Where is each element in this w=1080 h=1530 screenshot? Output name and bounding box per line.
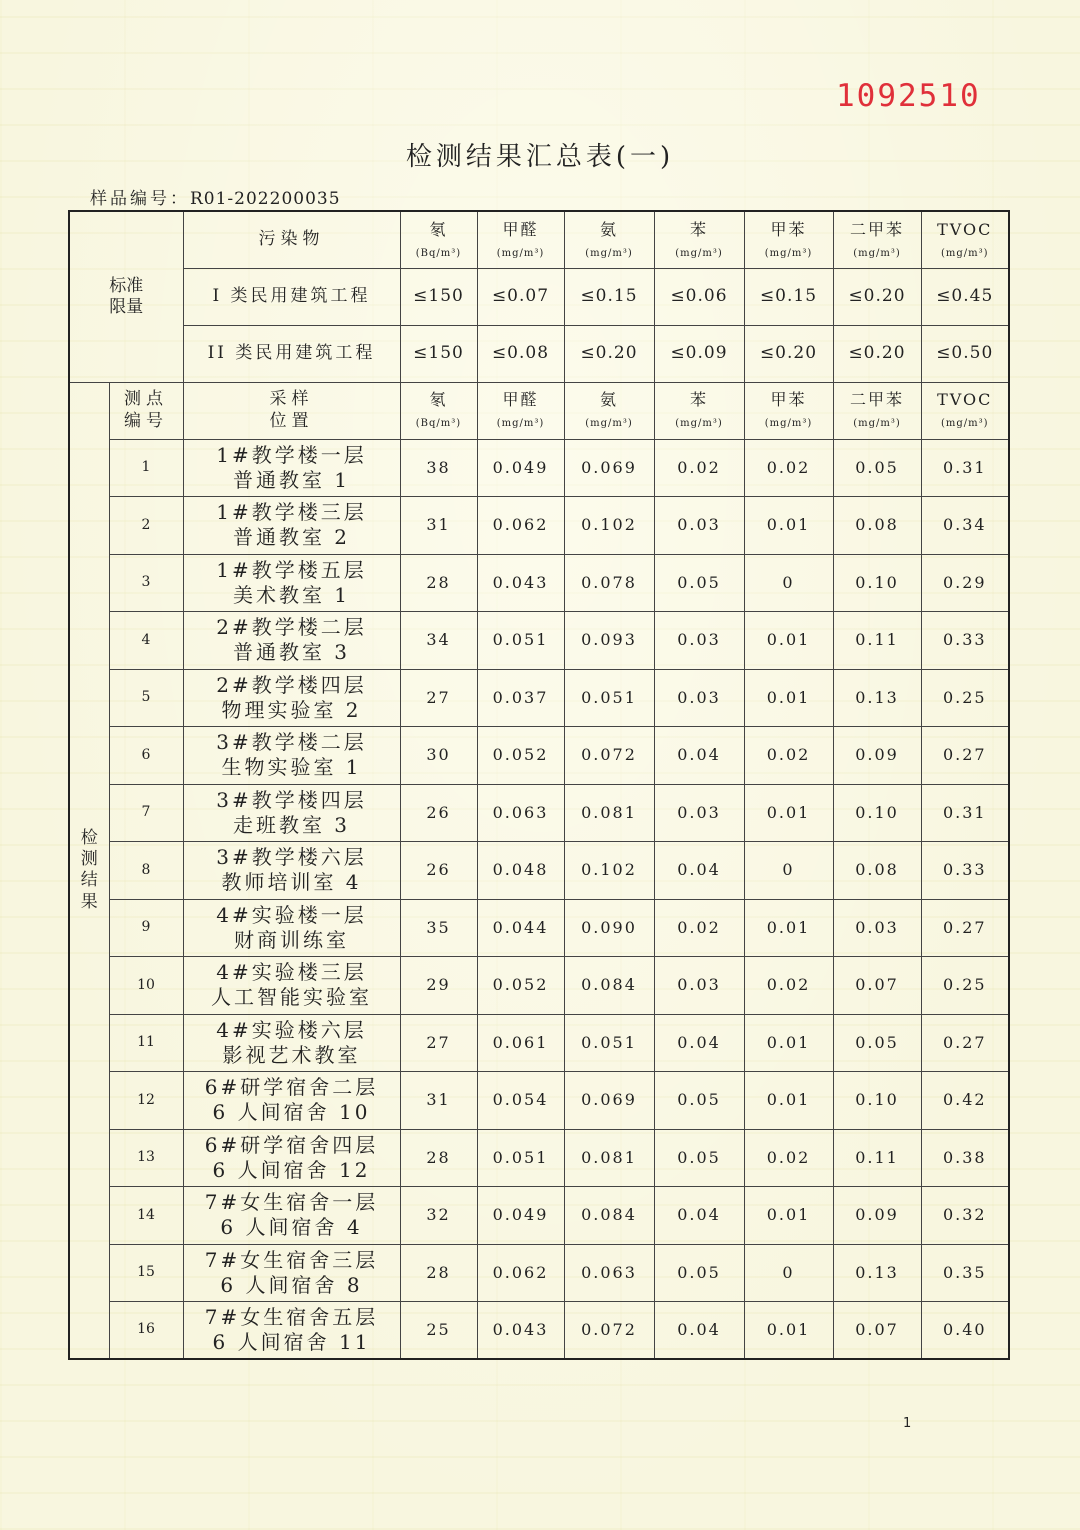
- location-line-2: 普通教室 2: [232, 525, 351, 550]
- location-line-2: 美术教室 1: [232, 582, 351, 607]
- location-line-1: 7#女生宿舍三层: [204, 1247, 379, 1272]
- limit-value: ≤0.09: [654, 325, 744, 382]
- class-name: II 类民用建筑工程: [183, 325, 400, 382]
- table-row: [69, 899, 1009, 957]
- sampling-location: [183, 1014, 400, 1072]
- location-line-1: 1#教学楼五层: [216, 557, 367, 582]
- limit-value: ≤0.20: [833, 325, 921, 382]
- measured-value: 0.33: [921, 842, 1009, 900]
- pollutant-unit: (mg/m³): [764, 247, 813, 259]
- measured-value: 0.063: [477, 784, 564, 842]
- pollutant-unit: (mg/m³): [675, 247, 723, 259]
- measured-value: 0.33: [921, 612, 1009, 670]
- pollutant-name: 甲苯: [770, 390, 807, 410]
- sample-number: [90, 184, 341, 209]
- location-line-2: 财商训练室: [234, 927, 349, 952]
- point-number: 5: [109, 669, 183, 727]
- pollutant-unit: (mg/m³): [585, 247, 633, 259]
- point-number: 16: [109, 1302, 183, 1360]
- table-row: [69, 1244, 1009, 1302]
- measured-value: 0.04: [654, 842, 744, 900]
- pollutant-7-header: [921, 211, 1009, 268]
- limit-value: ≤150: [400, 268, 477, 325]
- measured-value: 0.01: [744, 1072, 833, 1130]
- pollutant-name: 苯: [689, 219, 708, 239]
- table-row: [69, 554, 1009, 612]
- result-pollutant-1-header: [400, 382, 477, 439]
- table-row: [69, 669, 1009, 727]
- pollutant-unit: (Bq/m³): [415, 247, 462, 259]
- limit-value: ≤0.15: [564, 268, 654, 325]
- sampling-location: [183, 899, 400, 957]
- measured-value: 0.043: [477, 1302, 564, 1360]
- pollutant-2-header: [477, 211, 564, 268]
- limit-value: ≤0.20: [744, 325, 833, 382]
- measured-value: 0.05: [654, 1129, 744, 1187]
- limit-value: ≤0.08: [477, 325, 564, 382]
- measured-value: 0.051: [564, 669, 654, 727]
- pollutant-unit: (mg/m³): [496, 418, 545, 430]
- measured-value: 0.102: [564, 497, 654, 555]
- measured-value: 0.09: [833, 1187, 921, 1245]
- measured-value: 0.02: [744, 439, 833, 497]
- location-line-1: 7#女生宿舍五层: [204, 1305, 379, 1329]
- limit-value: ≤0.15: [744, 268, 833, 325]
- measured-value: 0.02: [744, 727, 833, 785]
- measured-value: 0.048: [477, 842, 564, 900]
- location-line-2: 物理实验室 2: [221, 697, 362, 722]
- measured-value: 0.102: [564, 842, 654, 900]
- measured-value: 0.03: [654, 957, 744, 1015]
- result-pollutant-6-header: [833, 382, 921, 439]
- measured-value: 0.01: [744, 669, 833, 727]
- measured-value: 31: [400, 1072, 477, 1130]
- result-pollutant-5-header: [744, 382, 833, 439]
- measured-value: 0.08: [833, 842, 921, 900]
- measured-value: 0.31: [921, 439, 1009, 497]
- pollutant-name: 甲苯: [770, 219, 807, 239]
- measured-value: 0.40: [921, 1302, 1009, 1360]
- table-row: [69, 612, 1009, 670]
- location-line-2: 6 人间宿舍 11: [212, 1330, 371, 1354]
- location-line-1: 6#研学宿舍二层: [204, 1075, 379, 1100]
- pollutant-name: 苯: [689, 390, 708, 410]
- table-row: [69, 1187, 1009, 1245]
- pollutant-unit: (Bq/m³): [415, 418, 462, 430]
- measured-value: 0.051: [477, 1129, 564, 1187]
- table-row: [69, 1014, 1009, 1072]
- measured-value: 0.081: [564, 1129, 654, 1187]
- table-row: [69, 497, 1009, 555]
- measured-value: 35: [400, 899, 477, 957]
- sampling-location: [183, 842, 400, 900]
- results-table: [68, 210, 1010, 1360]
- pollutant-unit: (mg/m³): [675, 418, 723, 430]
- sampling-location: [183, 957, 400, 1015]
- sample-number-value: R01-202200035: [190, 189, 341, 209]
- measured-value: 0.04: [654, 1014, 744, 1072]
- table-row: [69, 957, 1009, 1015]
- measured-value: 0.072: [564, 1302, 654, 1360]
- measured-value: 0.01: [744, 612, 833, 670]
- pollutant-name: 甲醛: [502, 219, 539, 239]
- measured-value: 0.05: [654, 1244, 744, 1302]
- measured-value: 0.27: [921, 1014, 1009, 1072]
- location-line-1: 6#研学宿舍四层: [204, 1132, 379, 1157]
- location-line-2: 生物实验室 1: [221, 755, 362, 780]
- measured-value: 0.061: [477, 1014, 564, 1072]
- sampling-location: [183, 439, 400, 497]
- measured-value: 0.03: [654, 669, 744, 727]
- point-number: 15: [109, 1244, 183, 1302]
- sample-number-label: 样品编号：: [90, 189, 190, 209]
- point-number: 13: [109, 1129, 183, 1187]
- measured-value: 0.03: [654, 784, 744, 842]
- sampling-location: [183, 1187, 400, 1245]
- table-row: [69, 842, 1009, 900]
- measured-value: 27: [400, 1014, 477, 1072]
- measured-value: 0.11: [833, 1129, 921, 1187]
- measured-value: 0.01: [744, 784, 833, 842]
- point-number: 4: [109, 612, 183, 670]
- measured-value: 0.093: [564, 612, 654, 670]
- sampling-location: [183, 554, 400, 612]
- measured-value: 0.42: [921, 1072, 1009, 1130]
- measured-value: 0.10: [833, 554, 921, 612]
- measured-value: 0: [744, 842, 833, 900]
- measured-value: 0: [744, 1244, 833, 1302]
- pollutant-name: 二甲苯: [849, 219, 904, 239]
- measured-value: 29: [400, 957, 477, 1015]
- location-line-1: 3#教学楼六层: [216, 845, 367, 870]
- point-number: 11: [109, 1014, 183, 1072]
- measured-value: 0.38: [921, 1129, 1009, 1187]
- measured-value: 0.05: [654, 1072, 744, 1130]
- sampling-location: [183, 612, 400, 670]
- measured-value: 28: [400, 1244, 477, 1302]
- serial-number: 1092510: [836, 78, 981, 114]
- location-line-1: 3#教学楼四层: [216, 787, 367, 812]
- pollutant-name: 甲醛: [502, 390, 539, 410]
- measured-value: 0.044: [477, 899, 564, 957]
- location-header: 采样 位置: [183, 382, 400, 439]
- measured-value: 0.29: [921, 554, 1009, 612]
- location-line-2: 走班教室 3: [232, 812, 351, 837]
- measured-value: 0.13: [833, 1244, 921, 1302]
- measured-value: 0.34: [921, 497, 1009, 555]
- location-line-1: 3#教学楼二层: [216, 730, 367, 755]
- pollutant-name: 二甲苯: [849, 390, 904, 410]
- measured-value: 26: [400, 784, 477, 842]
- measured-value: 0.03: [654, 497, 744, 555]
- measured-value: 0.081: [564, 784, 654, 842]
- measured-value: 0.062: [477, 497, 564, 555]
- measured-value: 31: [400, 497, 477, 555]
- limit-value: ≤150: [400, 325, 477, 382]
- location-line-1: 2#教学楼四层: [216, 672, 367, 697]
- class-name: I 类民用建筑工程: [183, 268, 400, 325]
- measured-value: 0.04: [654, 1187, 744, 1245]
- measured-value: 0.084: [564, 957, 654, 1015]
- pollutant-name: TVOC: [937, 390, 993, 410]
- sampling-location: [183, 784, 400, 842]
- location-line-2: 人工智能实验室: [211, 985, 372, 1010]
- location-line-2: 6 人间宿舍 4: [220, 1215, 363, 1240]
- pollutant-name: 氨: [599, 219, 618, 239]
- pollutant-name: 氡: [429, 390, 448, 410]
- measured-value: 0.27: [921, 727, 1009, 785]
- point-number: 1: [109, 439, 183, 497]
- pollutant-name: TVOC: [937, 219, 993, 239]
- result-pollutant-4-header: [654, 382, 744, 439]
- point-number: 8: [109, 842, 183, 900]
- result-header-row: [69, 382, 1009, 439]
- point-number: 3: [109, 554, 183, 612]
- measured-value: 0.01: [744, 899, 833, 957]
- measured-value: 0.051: [564, 1014, 654, 1072]
- pollutant-header-row: [69, 211, 1009, 268]
- location-line-1: 7#女生宿舍一层: [204, 1190, 379, 1215]
- measured-value: 0.090: [564, 899, 654, 957]
- limit-value: ≤0.20: [564, 325, 654, 382]
- measured-value: 0.02: [744, 957, 833, 1015]
- measured-value: 0.04: [654, 727, 744, 785]
- point-number: 14: [109, 1187, 183, 1245]
- limit-value: ≤0.50: [921, 325, 1009, 382]
- point-header: 测点 编号: [109, 382, 183, 439]
- measured-value: 0.01: [744, 1187, 833, 1245]
- sampling-location: [183, 727, 400, 785]
- measured-value: 0.03: [833, 899, 921, 957]
- point-number: 10: [109, 957, 183, 1015]
- measured-value: 0.03: [654, 612, 744, 670]
- measured-value: 0.052: [477, 727, 564, 785]
- location-line-2: 6 人间宿舍 8: [220, 1272, 363, 1297]
- table-row: [69, 1302, 1009, 1360]
- table-row: [69, 1129, 1009, 1187]
- results-group-label: 检 测 结 果: [69, 382, 109, 1359]
- measured-value: 0.35: [921, 1244, 1009, 1302]
- table-row: [69, 1072, 1009, 1130]
- measured-value: 38: [400, 439, 477, 497]
- measured-value: 0.07: [833, 1302, 921, 1360]
- result-pollutant-7-header: [921, 382, 1009, 439]
- class-row-2: [69, 325, 1009, 382]
- measured-value: 0.05: [833, 439, 921, 497]
- table-row: [69, 727, 1009, 785]
- measured-value: 34: [400, 612, 477, 670]
- pollutant-5-header: [744, 211, 833, 268]
- pollutant-unit: (mg/m³): [853, 247, 901, 259]
- measured-value: 0.069: [564, 439, 654, 497]
- point-number: 6: [109, 727, 183, 785]
- measured-value: 0.07: [833, 957, 921, 1015]
- table-row: [69, 784, 1009, 842]
- measured-value: 0.062: [477, 1244, 564, 1302]
- location-line-1: 4#实验楼三层: [216, 960, 367, 985]
- limit-value: ≤0.20: [833, 268, 921, 325]
- point-number: 2: [109, 497, 183, 555]
- result-pollutant-2-header: [477, 382, 564, 439]
- measured-value: 0.049: [477, 1187, 564, 1245]
- measured-value: 0.25: [921, 957, 1009, 1015]
- location-line-2: 普通教室 1: [232, 467, 351, 492]
- measured-value: 0.08: [833, 497, 921, 555]
- measured-value: 0: [744, 554, 833, 612]
- pollutant-unit: (mg/m³): [764, 418, 813, 430]
- limit-value: ≤0.07: [477, 268, 564, 325]
- measured-value: 0.09: [833, 727, 921, 785]
- sampling-location: [183, 1244, 400, 1302]
- pollutant-6-header: [833, 211, 921, 268]
- measured-value: 0.32: [921, 1187, 1009, 1245]
- point-number: 9: [109, 899, 183, 957]
- measured-value: 0.043: [477, 554, 564, 612]
- measured-value: 0.072: [564, 727, 654, 785]
- location-line-2: 6 人间宿舍 10: [212, 1100, 371, 1125]
- pollutant-unit: (mg/m³): [940, 247, 989, 259]
- measured-value: 0.069: [564, 1072, 654, 1130]
- pollutant-1-header: [400, 211, 477, 268]
- location-line-2: 教师培训室 4: [221, 870, 362, 895]
- measured-value: 0.10: [833, 1072, 921, 1130]
- page-title: 检测结果汇总表(一): [405, 142, 675, 172]
- measured-value: 0.27: [921, 899, 1009, 957]
- measured-value: 0.01: [744, 497, 833, 555]
- pollutant-name: 氡: [429, 219, 448, 239]
- result-pollutant-3-header: [564, 382, 654, 439]
- location-line-2: 6 人间宿舍 12: [212, 1157, 371, 1182]
- measured-value: 26: [400, 842, 477, 900]
- sampling-location: [183, 1302, 400, 1360]
- measured-value: 30: [400, 727, 477, 785]
- table-row: [69, 439, 1009, 497]
- measured-value: 0.01: [744, 1014, 833, 1072]
- measured-value: 0.13: [833, 669, 921, 727]
- sampling-location: [183, 669, 400, 727]
- pollutant-name: 氨: [599, 390, 618, 410]
- measured-value: 0.01: [744, 1302, 833, 1360]
- pollutant-unit: (mg/m³): [585, 418, 633, 430]
- sampling-location: [183, 497, 400, 555]
- pollutant-unit: (mg/m³): [853, 418, 901, 430]
- sampling-location: [183, 1072, 400, 1130]
- measured-value: 0.037: [477, 669, 564, 727]
- point-number: 12: [109, 1072, 183, 1130]
- measured-value: 0.078: [564, 554, 654, 612]
- point-number: 7: [109, 784, 183, 842]
- measured-value: 0.049: [477, 439, 564, 497]
- page-number: 1: [903, 1416, 912, 1431]
- location-line-1: 1#教学楼三层: [216, 500, 367, 525]
- pollutant-header: 污染物: [183, 211, 400, 268]
- pollutant-3-header: [564, 211, 654, 268]
- measured-value: 27: [400, 669, 477, 727]
- location-line-1: 4#实验楼六层: [216, 1017, 367, 1042]
- measured-value: 0.04: [654, 1302, 744, 1360]
- measured-value: 0.10: [833, 784, 921, 842]
- location-line-2: 影视艺术教室: [222, 1042, 361, 1067]
- measured-value: 0.02: [744, 1129, 833, 1187]
- measured-value: 32: [400, 1187, 477, 1245]
- limit-value: ≤0.45: [921, 268, 1009, 325]
- measured-value: 0.054: [477, 1072, 564, 1130]
- measured-value: 0.052: [477, 957, 564, 1015]
- class-row-1: [69, 268, 1009, 325]
- sampling-location: [183, 1129, 400, 1187]
- measured-value: 0.084: [564, 1187, 654, 1245]
- standard-group-label: 标准 限量: [69, 211, 183, 382]
- measured-value: 0.063: [564, 1244, 654, 1302]
- measured-value: 0.31: [921, 784, 1009, 842]
- limit-value: ≤0.06: [654, 268, 744, 325]
- measured-value: 0.05: [833, 1014, 921, 1072]
- measured-value: 28: [400, 1129, 477, 1187]
- location-line-1: 1#教学楼一层: [216, 442, 367, 467]
- location-line-2: 普通教室 3: [232, 640, 351, 665]
- location-line-1: 4#实验楼一层: [216, 902, 367, 927]
- measured-value: 0.25: [921, 669, 1009, 727]
- measured-value: 0.02: [654, 439, 744, 497]
- measured-value: 0.05: [654, 554, 744, 612]
- pollutant-unit: (mg/m³): [496, 247, 545, 259]
- measured-value: 0.11: [833, 612, 921, 670]
- measured-value: 0.02: [654, 899, 744, 957]
- measured-value: 28: [400, 554, 477, 612]
- pollutant-4-header: [654, 211, 744, 268]
- measured-value: 25: [400, 1302, 477, 1360]
- location-line-1: 2#教学楼二层: [216, 615, 367, 640]
- pollutant-unit: (mg/m³): [940, 418, 989, 430]
- measured-value: 0.051: [477, 612, 564, 670]
